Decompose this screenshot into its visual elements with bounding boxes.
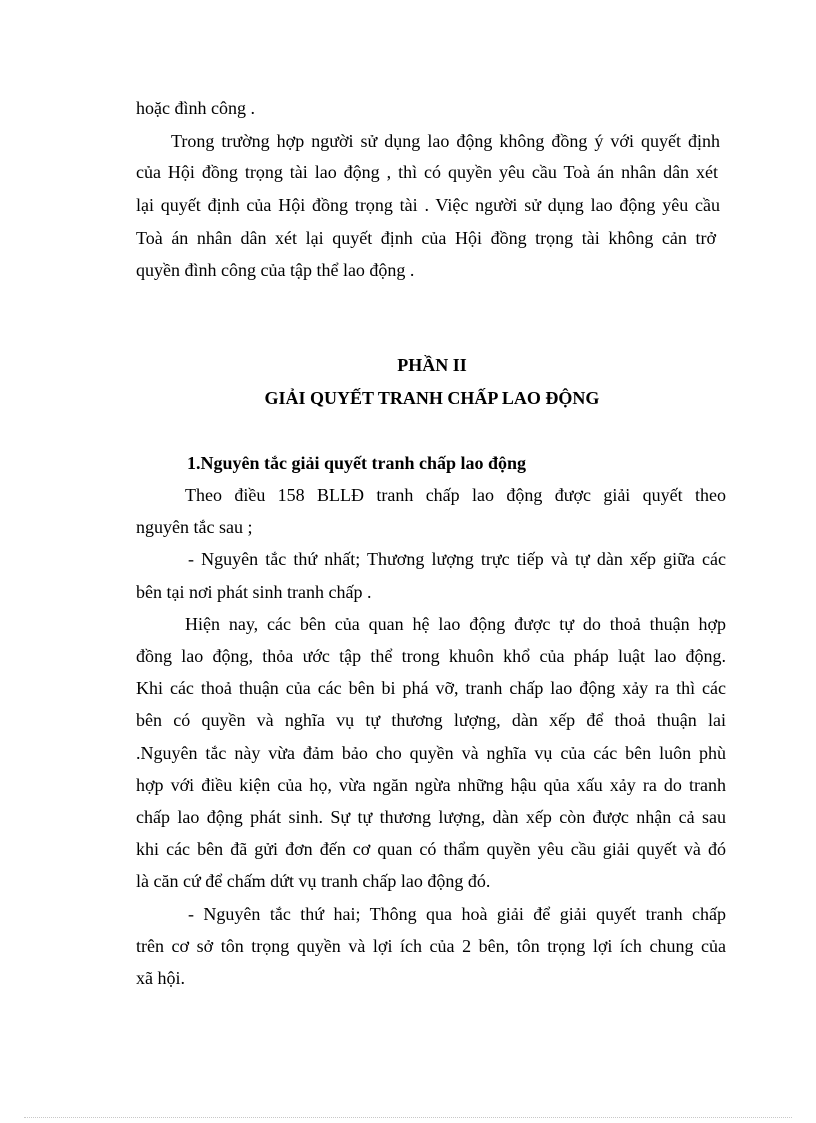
text-line: hợp với điều kiện của họ, vừa ngăn ngừa những hậu qủa xấu xảy ra do tranh bbox=[136, 775, 726, 795]
section-heading: 1.Nguyên tắc giải quyết tranh chấp lao động bbox=[187, 453, 527, 473]
text-line: Theo điều 158 BLLĐ tranh chấp lao động được giải quyết theo bbox=[185, 485, 726, 505]
page-divider bbox=[24, 1117, 792, 1118]
text-line: .Nguyên tắc này vừa đảm bảo cho quyền và nghĩa vụ của các bên luôn phù bbox=[136, 743, 726, 763]
text-line: của Hội đồng trọng tài lao động , thì có quyền yêu cầu Toà án nhân dân xét bbox=[136, 162, 718, 182]
text-line: hoặc đình công . bbox=[136, 98, 255, 118]
part-subtitle: GIẢI QUYẾT TRANH CHẤP LAO ĐỘNG bbox=[264, 388, 600, 408]
text-line: - Nguyên tắc thứ hai; Thông qua hoà giải để giải quyết tranh chấp bbox=[188, 904, 726, 924]
text-line: Hiện nay, các bên của quan hệ lao động được tự do thoả thuận hợp bbox=[185, 614, 726, 634]
part-title: PHẦN II bbox=[397, 355, 467, 375]
text-line: nguyên tắc sau ; bbox=[136, 517, 253, 537]
text-line: đồng lao động, thỏa ước tập thể trong khuôn khổ của pháp luật lao động. bbox=[136, 646, 726, 666]
text-line: xã hội. bbox=[136, 968, 185, 988]
text-line: khi các bên đã gửi đơn đến cơ quan có thẩm quyền yêu cầu giải quyết và đó bbox=[136, 839, 726, 859]
text-line: lại quyết định của Hội đồng trọng tài . Việc người sử dụng lao động yêu cầu bbox=[136, 195, 720, 215]
text-line: quyền đình công của tập thể lao động . bbox=[136, 260, 415, 280]
text-line: bên có quyền và nghĩa vụ tự thương lượng, dàn xếp để thoả thuận lai bbox=[136, 710, 726, 730]
text-line: trên cơ sở tôn trọng quyền và lợi ích của 2 bên, tôn trọng lợi ích chung của bbox=[136, 936, 726, 956]
text-line: Toà án nhân dân xét lại quyết định của Hội đồng trọng tài không cản trở bbox=[136, 228, 716, 248]
text-line: chấp lao động phát sinh. Sự tự thương lượng, dàn xếp còn được nhận cả sau bbox=[136, 807, 726, 827]
text-line: - Nguyên tắc thứ nhất; Thương lượng trực tiếp và tự dàn xếp giữa các bbox=[188, 549, 726, 569]
text-line: Trong trường hợp người sử dụng lao động không đồng ý với quyết định bbox=[171, 131, 720, 151]
text-line: Khi các thoả thuận của các bên bi phá vỡ, tranh chấp lao động xảy ra thì các bbox=[136, 678, 726, 698]
text-line: là căn cứ để chấm dứt vụ tranh chấp lao động đó. bbox=[136, 871, 491, 891]
text-line: bên tại nơi phát sinh tranh chấp . bbox=[136, 582, 372, 602]
